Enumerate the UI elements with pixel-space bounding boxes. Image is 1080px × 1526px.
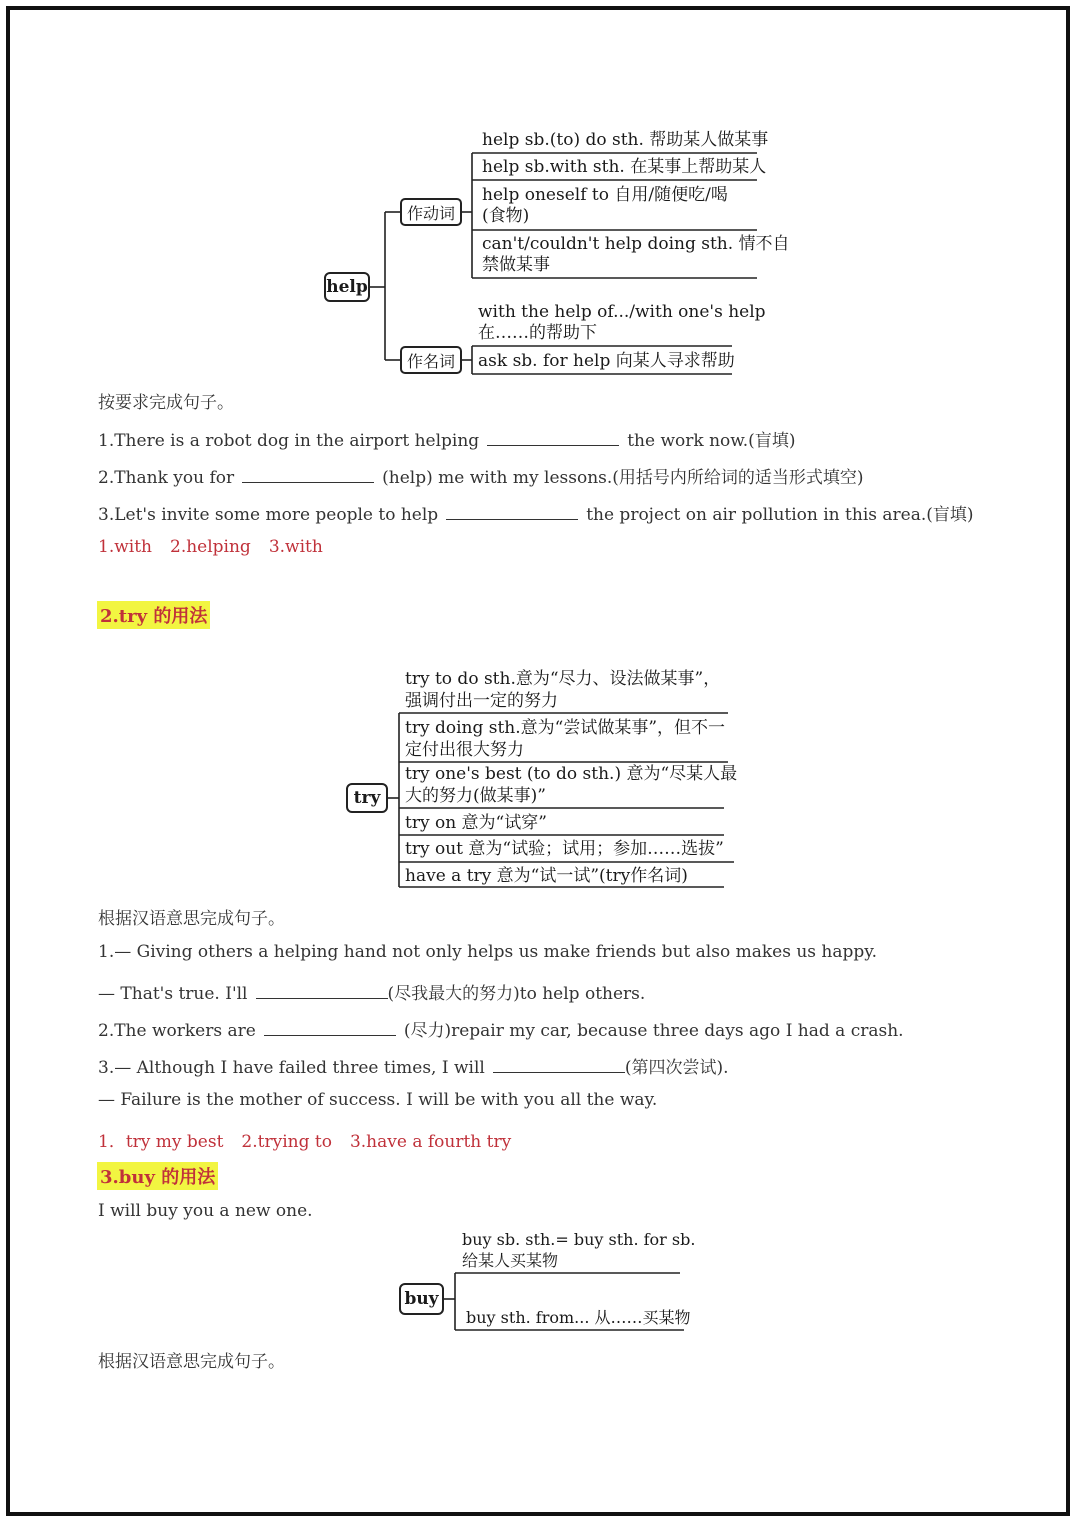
section-heading: 3.buy 的用法 <box>97 1162 218 1190</box>
question-text: (第四次尝试). <box>624 1058 729 1078</box>
try-item: 大的努力(做某事)” <box>405 786 546 806</box>
try-item: try out 意为“试验；试用；参加……选拔” <box>405 839 724 859</box>
answer-blank[interactable] <box>493 1056 625 1073</box>
question-text: 1.There is a robot dog in the airport helping <box>98 431 480 451</box>
buy-item: 给某人买某物 <box>462 1251 559 1270</box>
question-text: 2.Thank you for <box>98 468 235 488</box>
question-text: the project on air pollution in this area.(盲填) <box>586 505 974 525</box>
question-2 <box>98 1016 904 1041</box>
question-text: 3.Let's invite some more people to help <box>98 505 439 525</box>
question-1 <box>98 426 795 451</box>
answer-blank[interactable] <box>242 466 374 483</box>
answer-blank[interactable] <box>487 429 619 446</box>
buy-root-node: buy <box>399 1283 444 1315</box>
help-verb-item: 禁做某事 <box>482 255 550 275</box>
try-item: try one's best (to do sth.) 意为“尽某人最 <box>405 764 738 784</box>
help-verb-item: help sb.(to) do sth. 帮助某人做某事 <box>482 130 769 150</box>
help-root-node: help <box>324 272 370 302</box>
help-verb-item: help sb.with sth. 在某事上帮助某人 <box>482 157 767 177</box>
instruction: 按要求完成句子。 <box>98 393 234 413</box>
instruction: 根据汉语意思完成句子。 <box>98 909 285 929</box>
help-verb-item: (食物) <box>482 206 530 226</box>
question-3-response: — Failure is the mother of success. I will be with you all the way. <box>98 1090 658 1110</box>
answer-key <box>98 537 341 557</box>
buy-item: buy sb. sth.= buy sth. for sb. <box>462 1230 696 1249</box>
question-3 <box>98 500 974 525</box>
question-text: 3.— Although I have failed three times, I will <box>98 1058 485 1078</box>
instruction: 根据汉语意思完成句子。 <box>98 1352 285 1372</box>
try-item: 定付出很大努力 <box>405 740 524 760</box>
section-heading: 2.try 的用法 <box>97 601 210 629</box>
question-text: (尽力)repair my car, because three days ago I had a crash. <box>403 1021 904 1041</box>
answer: 1．try my best <box>98 1132 224 1152</box>
answer: 3.have a fourth try <box>349 1132 512 1152</box>
question-2 <box>98 463 864 488</box>
answer-blank[interactable] <box>446 503 578 520</box>
try-item: try doing sth.意为“尝试做某事”，但不一 <box>405 718 726 738</box>
answer-blank[interactable] <box>264 1019 396 1036</box>
question-text: (尽我最大的努力)to help others. <box>387 984 646 1004</box>
help-noun-item: ask sb. for help 向某人寻求帮助 <box>478 351 735 371</box>
help-verb-item: can't/couldn't help doing sth. 情不自 <box>482 234 790 254</box>
try-item: try on 意为“试穿” <box>405 813 547 833</box>
question-text: 2.The workers are <box>98 1021 256 1041</box>
answer: 3.with <box>268 537 323 557</box>
answer: 1.with <box>98 537 152 557</box>
help-verb-item: help oneself to 自用/随便吃/喝 <box>482 185 728 205</box>
example-sentence: I will buy you a new one. <box>98 1201 313 1221</box>
help-verb-branch: 作动词 <box>400 198 462 226</box>
question-text: (help) me with my lessons.(用括号内所给词的适当形式填空) <box>382 468 864 488</box>
question-1-response <box>98 979 645 1004</box>
answer: 2.trying to <box>241 1132 332 1152</box>
try-item: have a try 意为“试一试”(try作名词) <box>405 866 688 886</box>
help-noun-item: with the help of.../with one's help <box>478 302 766 322</box>
question-text: — That's true. I'll <box>98 984 248 1004</box>
try-item: try to do sth.意为“尽力、设法做某事”， <box>405 669 721 689</box>
buy-item: buy sth. from... 从……买某物 <box>466 1308 691 1327</box>
answer: 2.helping <box>170 537 251 557</box>
help-noun-item: 在……的帮助下 <box>478 323 597 343</box>
question-3 <box>98 1053 729 1078</box>
try-root-node: try <box>346 783 388 813</box>
question-text: the work now.(盲填) <box>627 431 796 451</box>
answer-blank[interactable] <box>256 982 388 999</box>
help-noun-branch: 作名词 <box>400 346 462 374</box>
question-1: 1.— Giving others a helping hand not only helps us make friends but also makes us happy. <box>98 942 878 962</box>
answer-key <box>98 1127 529 1152</box>
try-item: 强调付出一定的努力 <box>405 691 558 711</box>
